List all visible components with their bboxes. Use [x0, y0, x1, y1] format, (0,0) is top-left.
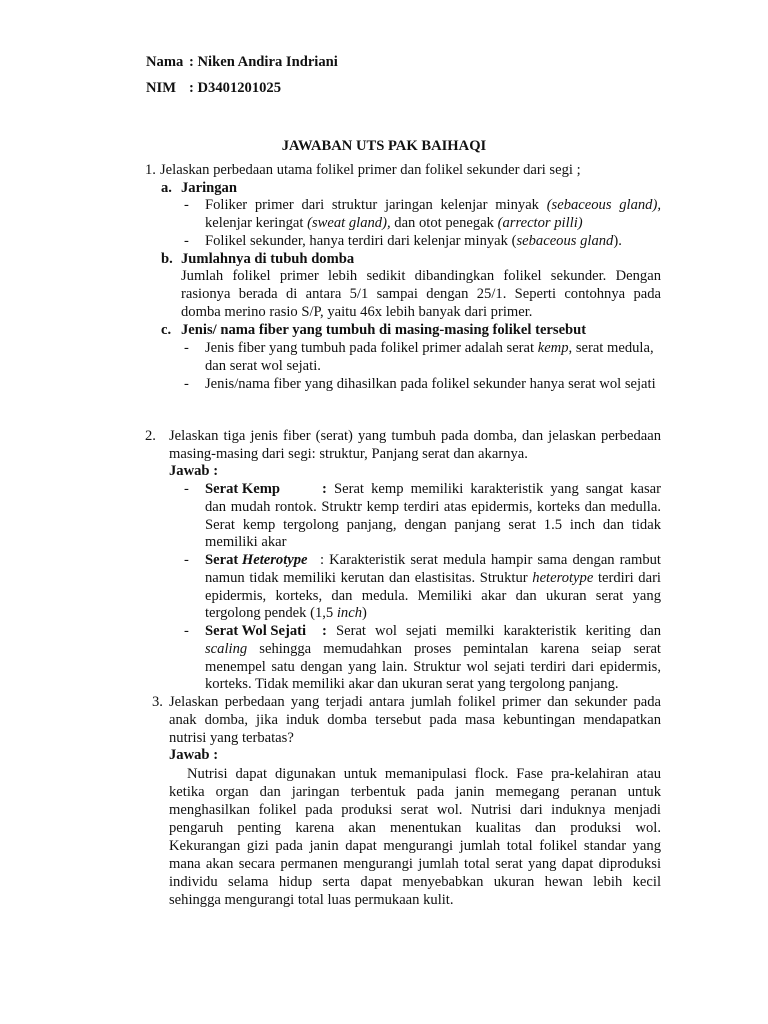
q2-kemp-line1: Serat kemp memiliki karakteristik yang sangat kasar [334, 481, 661, 497]
q1b-heading: Jumlahnya di tubuh domba [181, 251, 355, 267]
q1c-bullet1-line2: dan serat wol sejati. [205, 358, 321, 374]
name-value: : Niken Andira Indriani [189, 54, 338, 70]
q1a-bullet2-text: Folikel sekunder, hanya terdiri dari kelenjar minyak (sebaceous gland). [205, 233, 622, 249]
q1b-line2: rasionya berada di antara 5/1 sampai dengan 25/1. Seperti contohnya pada [181, 286, 661, 302]
q1c-bullet2-text: Jenis/nama fiber yang dihasilkan pada folikel sekunder hanya serat wol sejati [205, 376, 656, 392]
q3-answer-line3: menghasilkan folikel pada produksi serat wol. Nutrisi dari induknya menjadi [169, 802, 661, 818]
name-label: Nama [146, 54, 184, 70]
q3-number: 3. [152, 694, 163, 710]
q2-kemp-line4: memiliki akar [205, 534, 287, 550]
q1c-bullet2: - [184, 376, 189, 392]
q2-hetero-bullet: - [184, 552, 189, 568]
q3-answer-line7: individu selama hidup serta dapat menyebabkan ukuran hewan lebih kecil [169, 874, 661, 890]
q3-line1: Jelaskan perbedaan yang terjadi antara jumlah folikel primer dan sekunder pada [169, 694, 661, 710]
q2-wol-term: Serat Wol Sejati [205, 623, 307, 639]
q2-number: 2. [145, 428, 156, 444]
q1b-line3: domba merino rasio S/P, yaitu 46x lebih banyak dari primer. [181, 304, 533, 320]
q2-wol-line4: korteks. Tidak memiliki akar dan ukuran serat yang tergolong panjang. [205, 676, 619, 692]
q1b-line1: Jumlah folikel primer lebih sedikit dibandingkan folikel sekunder. Dengan [181, 268, 661, 284]
q2-kemp-line2: dan mudah rontok. Struktr kemp terdiri atas epidermis, korteks dan medulla. [205, 499, 661, 515]
q1a-bullet1-line2: kelenjar keringat (sweat gland), dan otot penegak (arrector pilli) [205, 215, 583, 231]
q2-kemp-term: Serat Kemp [205, 481, 280, 497]
q2-kemp-line3: Serat kemp tergolong panjang, dengan panjang serat 1.5 inch dan tidak [205, 517, 661, 533]
q2-wol-line2: scaling sehingga memudahkan proses pemintalan karena seiap serat [205, 641, 661, 657]
q1-number: 1. [145, 162, 156, 178]
q1a-heading: Jaringan [181, 180, 237, 196]
q2-wol-line3: menempel satu dengan yang lain. Struktur wol sejati terdiri dari epidermis, [205, 659, 661, 675]
q1c-bullet1: - [184, 340, 189, 356]
q3-answer-line5: Kekurangan gizi pada janin dapat mengurangi jumlah total folikel standar yang [169, 838, 661, 854]
q2-jawab: Jawab : [169, 463, 219, 479]
q2-kemp-colon: : [322, 481, 327, 497]
nim-label: NIM [146, 80, 176, 96]
q3-line2: anak domba, jika induk domba tersebut pada masa kebuntingan mendapatkan [169, 712, 661, 728]
q2-line1: Jelaskan tiga jenis fiber (serat) yang tumbuh pada domba, dan jelaskan perbedaan [169, 428, 661, 444]
q2-hetero-term: Serat Heterotype [205, 552, 308, 568]
q2-line2: masing-masing dari segi: struktur, Panjang serat dan akarnya. [169, 446, 528, 462]
q1a-label: a. [161, 180, 172, 196]
q1a-bullet2: - [184, 233, 189, 249]
q1a-bullet1-line1: Foliker primer dari struktur jaringan kelenjar minyak (sebaceous gland), [205, 197, 661, 213]
q2-hetero-line1: : Karakteristik serat medula hampir sama dengan rambut [320, 552, 661, 568]
q2-wol-line1: Serat wol sejati memilki karakteristik keriting dan [336, 623, 661, 639]
q3-answer-line4: pengaruh penting karena akan menentukan kualitas dan produksi wol. [169, 820, 661, 836]
q2-wol-bullet: - [184, 623, 189, 639]
q1c-heading: Jenis/ nama fiber yang tumbuh di masing-masing folikel tersebut [181, 322, 587, 338]
q2-kemp-bullet: - [184, 481, 189, 497]
q2-hetero-line3: epidermis, korteks, dan medula. Memiliki akar dan ukuran serat yang [205, 588, 661, 604]
q3-line3: nutrisi yang terbatas? [169, 730, 294, 746]
nim-value: : D3401201025 [189, 80, 282, 96]
document-title: JAWABAN UTS PAK BAIHAQI [281, 138, 487, 154]
q3-answer-line1: Nutrisi dapat digunakan untuk memanipulasi flock. Fase pra-kelahiran atau [187, 766, 661, 782]
q1a-bullet1: - [184, 197, 189, 213]
q1b-label: b. [161, 251, 173, 267]
q1c-bullet1-line1: Jenis fiber yang tumbuh pada folikel primer adalah serat kemp, serat medula, [205, 340, 654, 356]
q2-wol-colon: : [322, 623, 327, 639]
q3-jawab: Jawab : [169, 747, 219, 763]
q3-answer-line2: ketika organ dan jaringan terbentuk pada janin memegang peranan untuk [169, 784, 661, 800]
q3-answer-line6: mana akan secara permanen mengurangi jumlah total serat yang dapat diproduksi [169, 856, 661, 872]
q1-question: Jelaskan perbedaan utama folikel primer dan folikel sekunder dari segi ; [160, 162, 581, 178]
q2-hetero-line2: namun tidak memiliki kerutan dan elastisitas. Struktur heterotype terdiri dari [205, 570, 661, 586]
q1c-label: c. [161, 322, 172, 338]
q2-hetero-line4: tergolong pendek (1,5 inch) [205, 605, 367, 621]
q3-answer-line8: sehingga mengurangi total luas permukaan kulit. [169, 892, 454, 908]
